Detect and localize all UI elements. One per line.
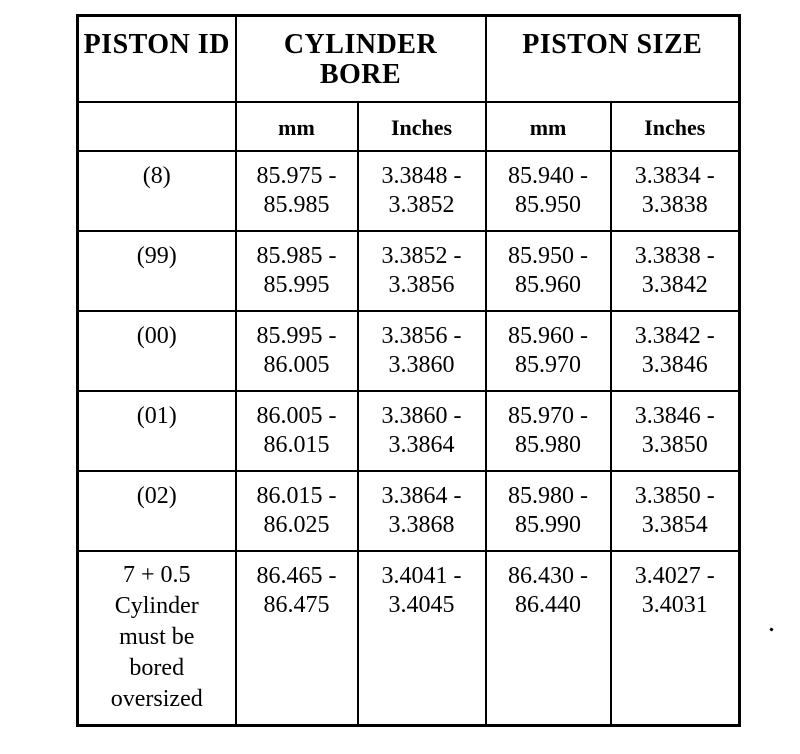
piston-id: (8) xyxy=(142,163,171,189)
size-in-cell xyxy=(611,231,740,311)
piston-id-cell xyxy=(78,311,236,391)
units-row xyxy=(78,102,740,151)
size-mm-max: 85.960 xyxy=(515,272,582,298)
bore-mm-min: 86.465 - xyxy=(256,563,337,589)
scan-speck xyxy=(769,627,773,631)
size-mm-cell xyxy=(486,391,611,471)
size-in-max: 3.3846 xyxy=(641,352,708,378)
piston-size-table xyxy=(76,14,741,727)
size-mm-cell xyxy=(486,551,611,726)
oversize-id-line: oversized xyxy=(110,686,203,712)
unit-size-mm: mm xyxy=(529,115,567,140)
bore-in-max: 3.3864 xyxy=(388,432,455,458)
unit-cell xyxy=(486,102,611,151)
size-mm-cell xyxy=(486,311,611,391)
bore-mm-cell xyxy=(236,471,358,551)
bore-mm-cell xyxy=(236,151,358,231)
oversize-id-line: bored xyxy=(129,655,185,681)
size-mm-cell xyxy=(486,471,611,551)
unit-cell xyxy=(358,102,486,151)
bore-mm-cell xyxy=(236,231,358,311)
bore-mm-max: 86.015 xyxy=(263,432,330,458)
size-in-max: 3.4031 xyxy=(641,592,708,618)
size-in-max: 3.3842 xyxy=(641,272,708,298)
bore-in-cell xyxy=(358,391,486,471)
size-in-cell xyxy=(611,391,740,471)
bore-in-min: 3.3848 - xyxy=(381,163,462,189)
bore-mm-max: 85.995 xyxy=(263,272,330,298)
size-in-min: 3.3842 - xyxy=(634,323,715,349)
size-in-cell xyxy=(611,311,740,391)
table-row xyxy=(78,151,740,231)
bore-in-cell xyxy=(358,151,486,231)
bore-in-max: 3.3856 xyxy=(388,272,455,298)
table-row-oversize xyxy=(78,551,740,726)
size-mm-cell xyxy=(486,151,611,231)
size-mm-max: 85.950 xyxy=(515,192,582,218)
size-mm-max: 85.990 xyxy=(515,512,582,538)
bore-mm-min: 86.005 - xyxy=(256,403,337,429)
size-mm-cell xyxy=(486,231,611,311)
size-mm-min: 85.980 - xyxy=(508,483,589,509)
header-piston-size xyxy=(486,16,740,103)
bore-mm-min: 86.015 - xyxy=(256,483,337,509)
size-mm-min: 86.430 - xyxy=(508,563,589,589)
units-empty-cell xyxy=(78,102,236,151)
bore-mm-max: 86.475 xyxy=(263,592,330,618)
size-mm-min: 85.940 - xyxy=(508,163,589,189)
size-in-min: 3.3846 - xyxy=(634,403,715,429)
size-in-min: 3.3834 - xyxy=(634,163,715,189)
bore-mm-max: 85.985 xyxy=(263,192,330,218)
bore-mm-cell xyxy=(236,391,358,471)
size-mm-max: 86.440 xyxy=(515,592,582,618)
header-cylinder-bore xyxy=(236,16,486,103)
table-header-row xyxy=(78,16,740,103)
bore-in-max: 3.4045 xyxy=(388,592,455,618)
size-mm-min: 85.960 - xyxy=(508,323,589,349)
header-piston-id xyxy=(78,16,236,103)
bore-mm-min: 85.985 - xyxy=(256,243,337,269)
unit-cell xyxy=(236,102,358,151)
piston-id: (01) xyxy=(136,403,177,429)
unit-cell xyxy=(611,102,740,151)
bore-in-max: 3.3852 xyxy=(388,192,455,218)
table-row xyxy=(78,391,740,471)
bore-in-cell xyxy=(358,231,486,311)
bore-in-cell xyxy=(358,311,486,391)
bore-mm-cell xyxy=(236,311,358,391)
piston-id-cell xyxy=(78,551,236,726)
bore-mm-max: 86.025 xyxy=(263,512,330,538)
bore-in-min: 3.3864 - xyxy=(381,483,462,509)
bore-mm-max: 86.005 xyxy=(263,352,330,378)
size-in-min: 3.3838 - xyxy=(634,243,715,269)
header-piston-id-label: PISTON ID xyxy=(83,29,230,60)
bore-in-max: 3.3860 xyxy=(388,352,455,378)
table-row xyxy=(78,471,740,551)
piston-id-cell xyxy=(78,471,236,551)
bore-in-cell xyxy=(358,551,486,726)
size-in-max: 3.3854 xyxy=(641,512,708,538)
bore-in-cell xyxy=(358,471,486,551)
bore-mm-min: 85.975 - xyxy=(256,163,337,189)
unit-bore-inches: Inches xyxy=(390,115,453,140)
size-mm-max: 85.980 xyxy=(515,432,582,458)
size-in-cell xyxy=(611,151,740,231)
table-row xyxy=(78,231,740,311)
table-row xyxy=(78,311,740,391)
unit-size-inches: Inches xyxy=(644,115,706,140)
size-in-cell xyxy=(611,471,740,551)
unit-bore-mm: mm xyxy=(278,115,315,140)
header-cylinder-bore-label: CYLINDER BORE xyxy=(283,29,438,90)
oversize-id-line: must be xyxy=(119,624,195,650)
bore-mm-min: 85.995 - xyxy=(256,323,337,349)
size-in-min: 3.4027 - xyxy=(634,563,715,589)
header-piston-size-label: PISTON SIZE xyxy=(522,29,703,60)
bore-mm-cell xyxy=(236,551,358,726)
size-in-max: 3.3850 xyxy=(641,432,708,458)
size-mm-min: 85.970 - xyxy=(508,403,589,429)
piston-id: (99) xyxy=(136,243,177,269)
oversize-id-line: Cylinder xyxy=(114,593,199,619)
bore-in-min: 3.3856 - xyxy=(381,323,462,349)
piston-id-cell xyxy=(78,231,236,311)
bore-in-max: 3.3868 xyxy=(388,512,455,538)
bore-in-min: 3.4041 - xyxy=(381,563,462,589)
oversize-id-line: 7 + 0.5 xyxy=(122,562,191,588)
piston-id-cell xyxy=(78,151,236,231)
size-mm-min: 85.950 - xyxy=(508,243,589,269)
size-in-cell xyxy=(611,551,740,726)
size-in-min: 3.3850 - xyxy=(634,483,715,509)
size-in-max: 3.3838 xyxy=(641,192,708,218)
piston-id: (02) xyxy=(136,483,177,509)
size-mm-max: 85.970 xyxy=(515,352,582,378)
piston-id: (00) xyxy=(136,323,177,349)
bore-in-min: 3.3852 - xyxy=(381,243,462,269)
piston-id-cell xyxy=(78,391,236,471)
bore-in-min: 3.3860 - xyxy=(381,403,462,429)
